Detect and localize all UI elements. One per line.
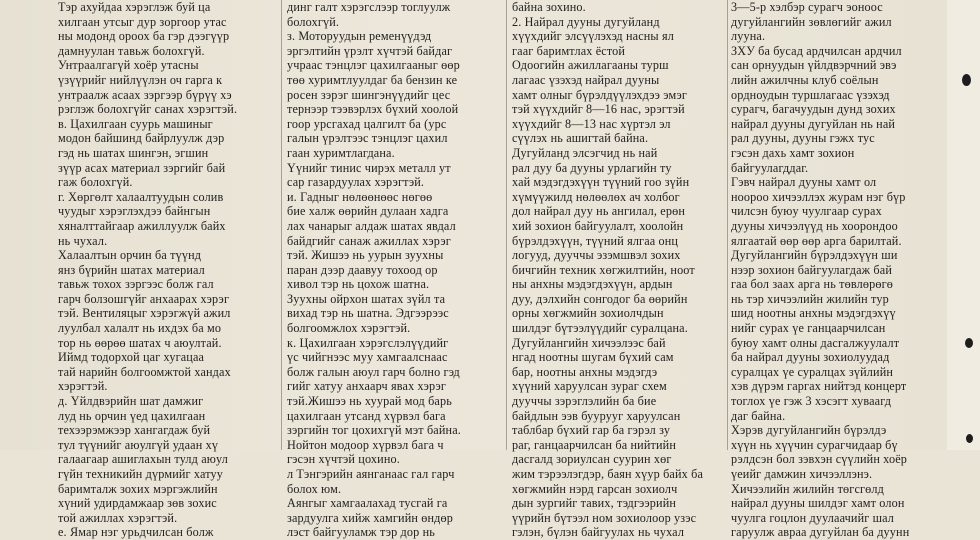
text-line: лууна.	[731, 29, 766, 44]
text-line: гэсэн дахь хамт зохион	[731, 145, 855, 160]
text-line: Унтраалгагүй хоёр утасны	[58, 58, 199, 73]
text-line: лэст байгууламж тэр дор нь	[287, 525, 435, 540]
text-line: тэй. Жишээ нь уурын зуухны	[287, 248, 444, 263]
text-line: хий зохион байгуулалт, хоолойн	[512, 218, 684, 233]
text-line: ба найрал дууны зохиолуудад	[731, 350, 890, 365]
text-line: үүрийн бүтээл ном зохиолоор узэс	[512, 510, 697, 525]
text-line: найрал дууны дугуйлан нь най	[731, 116, 896, 131]
text-line: баримталж зохих мэргэжлийн	[58, 481, 218, 496]
text-line: таблбар бүхий гар ба гэрэл зу	[512, 423, 671, 438]
text-line: ны анхны мэдэгдэхүүн, ардын	[512, 277, 673, 292]
text-line: галын үрэлтээс тэнцлэг цахил	[287, 131, 448, 146]
text-line: хивол тэр нь цохож шатна.	[287, 277, 430, 292]
text-line: унтраалж асаах зэргээр бүрүү хэ	[58, 87, 232, 102]
text-line: ноороо хичээллэх журам нэг бүр	[731, 189, 906, 204]
text-line: Үүнийг тинис чирэх металл ут	[287, 160, 451, 175]
text-line: ордноудын туршлагаас үзэхэд	[731, 87, 890, 102]
text-line: бүрэлдэхүүн, түүний ялгаа онц	[512, 233, 679, 248]
text-line: үеийг дамжин хичээллэнэ.	[731, 467, 873, 481]
text-line: к. Цахилгаан хэрэгслэлүүдийг	[287, 335, 449, 350]
text-line: болж галын аюул гарч болно гэд	[287, 364, 460, 379]
text-line: гэсэн хүчтэй цохино.	[287, 452, 400, 467]
text-line: хай мэдэгдэхүүн түүний гоо зүйн	[512, 175, 690, 190]
text-line: шилдэг бүтээлүүдийг суралцана.	[512, 321, 688, 336]
ink-spot	[965, 338, 973, 348]
text-line: лах чанарыг алдаж шатах явдал	[287, 218, 456, 233]
text-line: даг байна.	[731, 408, 786, 423]
text-line: зардуулга хийж хамгийн өндөр	[287, 510, 454, 525]
text-line: нээр зохион байгуулагдаж бай	[731, 262, 893, 277]
text-line: нгад ноотны шугам бүхий сам	[512, 350, 674, 365]
text-line: болгоомжлох хэрэгтэй.	[287, 321, 411, 336]
text-line: болохгүй.	[287, 14, 340, 29]
text-line: гоор урсгахад цалгилт ба (урс	[287, 116, 447, 131]
text-line: ны модонд ороох ба гэр дээгүүр	[58, 29, 230, 44]
text-line: в. Цахилгаан суурь машиныг	[58, 116, 213, 131]
text-line: хамт олныг бүрэлдүүлэхдээ эмэг	[512, 87, 688, 102]
text-line: Аянгыг хамгаалахад тусгай га	[287, 496, 448, 511]
text-line: ЗХУ ба бусад ардчилсан ардчил	[731, 43, 902, 58]
text-line: Хичээлийн жилийн төгсгөлд	[731, 481, 884, 496]
text-line: суралцах үе суралцах зүйлийн	[731, 364, 894, 379]
text-line: рэглэж болохгүйг санах хэрэгтэй.	[58, 102, 238, 117]
text-line: дол найрал дуу нь ангилал, ерөн	[512, 204, 686, 219]
text-line: хяналттайгаар ажиллуулж байх	[58, 218, 226, 233]
text-line: чуудыг хэрэглэхдээ байнгын	[58, 204, 211, 219]
text-line: сар газардуулах хэрэгтэй.	[287, 175, 425, 190]
text-line: тавьж тохох зэргээс болж гал	[58, 277, 214, 292]
text-line: модон байшинд байрлуулж дэр	[58, 131, 225, 146]
text-line: байгуулагддаг.	[731, 160, 809, 175]
text-line: тэй. Вентиляцыг хэрэгжүй ажил	[58, 306, 231, 321]
text-column-1	[58, 0, 276, 540]
text-column-4	[731, 0, 943, 540]
text-line: дугуйлангийн зөвлөгийг ажил	[731, 14, 892, 29]
text-line: тернээр тээвэрлэх бүхий хоолой	[287, 102, 459, 117]
text-line: болох юм.	[287, 481, 342, 496]
text-line: Одоогийн ажиллагааны турш	[512, 58, 669, 73]
column-rule	[727, 0, 728, 450]
text-line: найрал дууны шилдэг хамт олон	[731, 496, 905, 511]
text-line: чилсэн буюу чуулгаар сурах	[731, 204, 882, 219]
text-line: хилгаан утсыг дур зоргоор утас	[58, 14, 227, 29]
text-line: дууны хичээлүүд нь хоорондоо	[731, 218, 898, 233]
text-line: гэлэн, бүлэн байгуулах нь чухал	[512, 525, 685, 540]
text-line: Дугуйланд элсэгчид нь най	[512, 145, 658, 160]
column-rule	[506, 0, 507, 450]
text-line: дууччы зэрэглэлийн ба бие	[512, 394, 657, 409]
text-line: дын зургийг тавих, тэдгээрийн	[512, 496, 677, 511]
text-line: янз бүрийн шатах материал	[58, 262, 205, 277]
text-line: эргэлтийн үрэлт хүчтэй байдаг	[287, 43, 453, 58]
text-line: хүүхдийг элсүүлэхэд насны ял	[512, 29, 674, 44]
text-line: Халаалтын орчин ба түүнд	[58, 248, 202, 263]
text-line: вихад тэр нь шатна. Эдгээрээс	[287, 306, 449, 321]
text-line: ялгаатай өөр өөр арга барилтай.	[731, 233, 902, 248]
text-line: орны хөгжмийн зохиолчдын	[512, 306, 664, 321]
text-line: паран дээр даавуу тохоод ор	[287, 262, 438, 277]
text-line: байна зохино.	[512, 0, 586, 14]
text-line: үзүүрийг нийлүүлэн оч гарга к	[58, 72, 223, 87]
text-line: хүний удирдамжаар зөв зохис	[58, 496, 217, 511]
text-line: гүйн техникийн дүрмийг хатуу	[58, 467, 224, 481]
text-column-3	[512, 0, 726, 540]
text-line: Зуухны ойрхон шатах зүйл та	[287, 291, 446, 306]
text-line: хөгжмийн нэрд гарсан зохиолч	[512, 481, 678, 496]
text-line: рал дууны, дууны гэжх тус	[731, 131, 875, 146]
text-line: буюу хамт олны дасгалжуулалт	[731, 335, 900, 350]
text-line: бар, ноотны анхны мэдэгдэ	[512, 364, 658, 379]
text-line: гаа бол заах арга нь төвлөрөгө	[731, 277, 893, 292]
text-line: дамнуулан тавьж болохгүй.	[58, 43, 205, 58]
ink-spot	[966, 434, 973, 443]
text-column-2	[287, 0, 500, 540]
text-line: раг, ганцаарчилсан ба нийтийн	[512, 437, 677, 452]
text-line: гарч болзошгүйг анхаарах хэрэг	[58, 291, 230, 306]
text-line: учраас тэнцлэг цахилгааныг өөр	[287, 58, 460, 73]
text-line: хүүн нь хүүчин сурагчидаар бү	[731, 437, 898, 452]
text-line: лийн ажилчны клуб соёлын	[731, 72, 879, 87]
text-line: з. Моторуудын ременүүдэд	[287, 29, 432, 44]
text-line: бичгийн техник хөгжилтийн, ноот	[512, 262, 695, 277]
text-line: дасгалд зориулсан суурин хөг	[512, 452, 672, 467]
page-margin-edge	[947, 0, 980, 450]
text-line: рэлдсэн бол зэвхэн сүүлийн хоёр	[731, 452, 908, 467]
text-line: нь чухал.	[58, 233, 108, 248]
text-line: хүүний харуулсан зураг схем	[512, 379, 667, 394]
text-line: той ажиллах хэрэгтэй.	[58, 510, 178, 525]
column-rule	[281, 0, 282, 450]
text-line: байдгийг санаж ажиллах хэрэг	[287, 233, 451, 248]
text-line: Иймд тодорхой цаг хугацаа	[58, 350, 205, 365]
text-line: бие халж өөрийн дулаан хадга	[287, 204, 449, 219]
text-line: үс чийгнээс муу хамгаалснаас	[287, 350, 448, 365]
text-line: 3—5-р хэлбэр сурагч эоноос	[731, 0, 883, 14]
text-line: хүүхдийг 8—13 нас хүртэл эл	[512, 116, 671, 131]
text-line: жим тэрээлэгдэр, баян хүур байх ба	[512, 467, 704, 481]
text-line: тоглох үе гэж 3 хэсэгт хуваагд	[731, 394, 892, 409]
text-line: росен зэрэг шингэнүүдийг цес	[287, 87, 451, 102]
ink-spot	[962, 74, 971, 86]
text-line: сан орнуудын үйлдвэрчний эвэ	[731, 58, 897, 73]
text-line: гэд нь шатах шингэн, эгшин	[58, 145, 209, 160]
text-line: лагаас үзэхэд найрал дууны	[512, 72, 660, 87]
text-line: Гэвч найрал дууны хамт ол	[731, 175, 877, 190]
text-line: и. Гадныг нөлөөнөөс нөгөө	[287, 189, 433, 204]
text-line: Нойтон модоор хүрвэл бага ч	[287, 437, 444, 452]
text-line: Дугуйлангийн хичээлээс бай	[512, 335, 666, 350]
text-line: луулбал халалт нь ихдэх ба мо	[58, 321, 222, 336]
text-line: байдлын ээв буурууг харуулсан	[512, 408, 681, 423]
text-line: дуу, дэлхийн сонгодог ба өөрийн	[512, 291, 688, 306]
text-line: л Тэнгэрийн аянганаас гал гарч	[287, 467, 455, 481]
text-line: тай нарийн болгоомжтой хандах	[58, 364, 231, 379]
text-line: зэргийн тог цохихгүй мэт байна.	[287, 423, 461, 438]
text-line: 2. Найрал дууны дугуйланд	[512, 14, 660, 29]
text-line: тэй.Жишээ нь хуурай мод барь	[287, 394, 452, 409]
text-line: хэв дүрэм гаргах нийтэд концерт	[731, 379, 907, 394]
text-line: тул түүнийг аюулгүй удаан хү	[58, 437, 219, 452]
text-line: төө хуримтлуулдаг ба бензин ке	[287, 72, 458, 87]
text-line: шид ноотны анхны мэдэгдэхүү	[731, 306, 896, 321]
text-line: рал дуу ба дууны урлагийн ту	[512, 160, 672, 175]
text-line: нийг сурах үе ганцаарчилсан	[731, 321, 886, 336]
text-line: Дугуйлангийн бүрэлдэхүүн ши	[731, 248, 898, 263]
text-line: нь тэр хичээлийн жилийн тур	[731, 291, 889, 306]
text-line: Хэрэв дугуйлангийн бүрэлдэ	[731, 423, 887, 438]
text-line: сурагч, багачуудын дунд зохих	[731, 102, 896, 117]
text-line: сүүлэх нь ашигтай байна.	[512, 131, 649, 146]
text-line: гааг баримтлах ёстой	[512, 43, 626, 58]
text-line: е. Ямар нэг урьдчилсан болж	[58, 525, 214, 540]
text-line: логууд, дууччы эзэмшвэл зохих	[512, 248, 681, 263]
text-line: гийг хатуу анхаарч явах хэрэг	[287, 379, 447, 394]
text-line: гаруулж авраа дугуйлан ба дуунн	[731, 525, 910, 540]
text-line: хэрэгтэй.	[58, 379, 108, 394]
text-line: д. Үйлдвэрийн шат дамжиг	[58, 394, 204, 409]
text-line: цахилгаан утсанд хүрвэл бага	[287, 408, 446, 423]
text-line: гаан хуримтлагдана.	[287, 145, 395, 160]
text-line: гаж болохгүй.	[58, 175, 133, 190]
text-line: хүмүүжилд нөлөөлөх ач холбог	[512, 189, 680, 204]
text-line: галаагаар ашиглахын тулд аюул	[58, 452, 228, 467]
text-line: тэй хүүхдийг 8—16 нас, эрэгтэй	[512, 102, 685, 117]
text-line: Тэр ахуйдаа хэрэглэж буй ца	[58, 0, 211, 14]
text-line: луд нь орчин үед цахилгаан	[58, 408, 206, 423]
text-line: техээрэмжээр хангагдаж буй	[58, 423, 211, 438]
text-line: динг галт хэрэгслээр тоглуулж	[287, 0, 451, 14]
text-line: зүүр асах материал зэргийг бай	[58, 160, 226, 175]
text-line: тор нь өөрөө шатах ч аюултай.	[58, 335, 222, 350]
text-line: г. Хөргөлт халаалтуудын солив	[58, 189, 224, 204]
text-line: чуулга гоцлон дуулаачийг шал	[731, 510, 895, 525]
